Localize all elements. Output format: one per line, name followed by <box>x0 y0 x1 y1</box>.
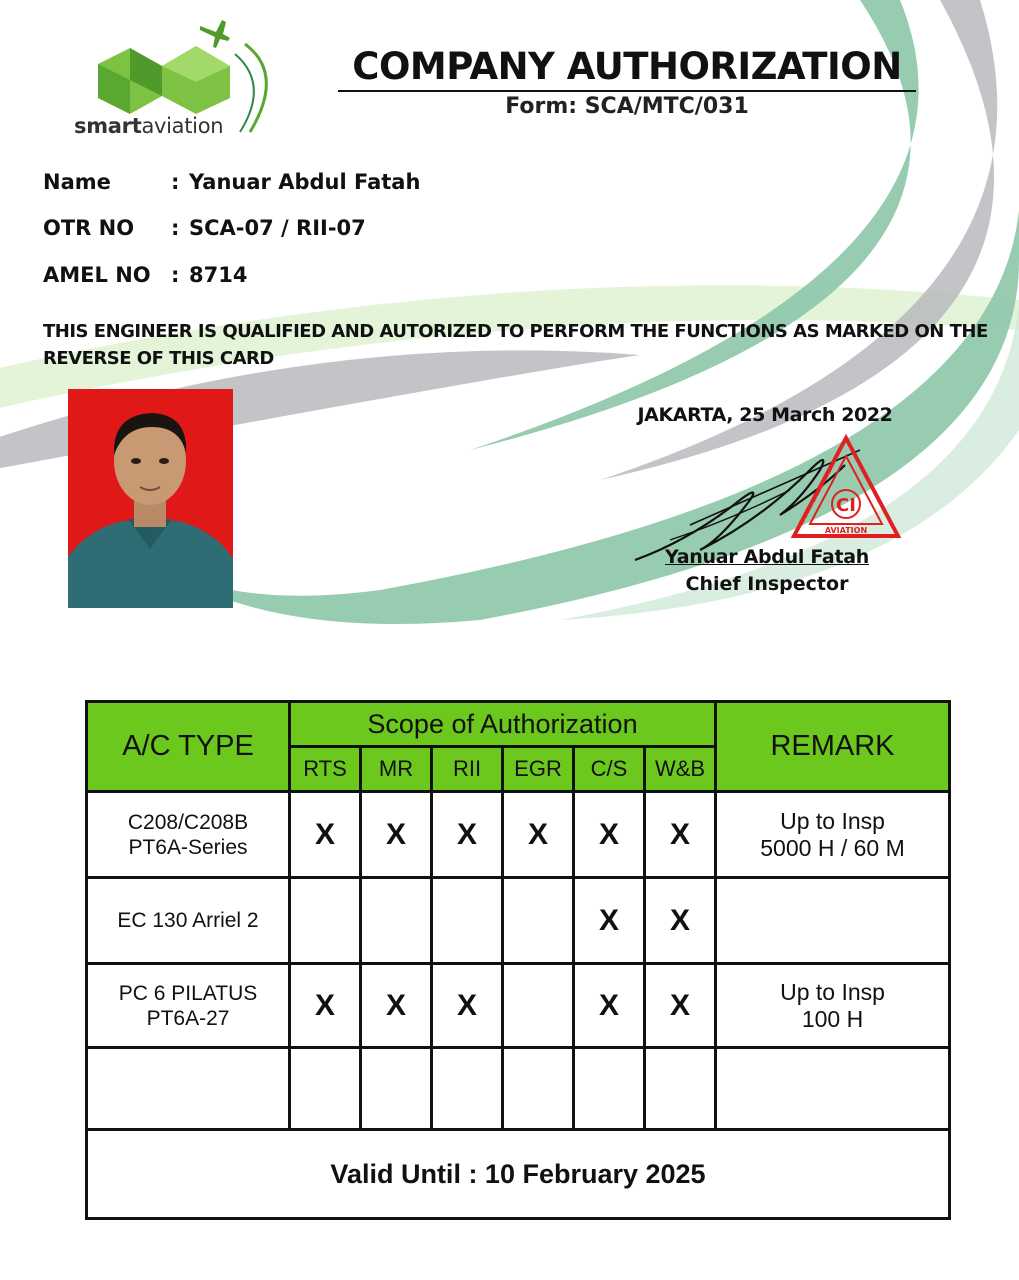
field-value: SCA-07 / RII-07 <box>189 216 366 240</box>
place-date: JAKARTA, 25 March 2022 <box>637 404 893 426</box>
person-portrait-icon <box>68 389 233 608</box>
signer-role: Chief Inspector <box>685 573 849 595</box>
header-scope: Scope of Authorization <box>290 702 716 747</box>
ac-type-cell: PC 6 PILATUS PT6A-27 <box>87 964 290 1048</box>
mark-cell <box>574 1048 645 1130</box>
mark-cell <box>503 878 574 964</box>
field-label: OTR NO <box>43 216 135 240</box>
header-wb: W&B <box>645 747 716 792</box>
mark-cell: X <box>645 964 716 1048</box>
field-value: Yanuar Abdul Fatah <box>189 170 421 194</box>
mark-cell: X <box>645 878 716 964</box>
mark-cell <box>503 964 574 1048</box>
mark-cell: X <box>574 878 645 964</box>
header-cs: C/S <box>574 747 645 792</box>
table-row <box>87 792 950 878</box>
header-mr: MR <box>361 747 432 792</box>
mark-cell <box>290 878 361 964</box>
mark-cell: X <box>432 964 503 1048</box>
remark-cell <box>716 878 950 964</box>
mark-cell: X <box>574 964 645 1048</box>
mark-cell <box>290 1048 361 1130</box>
mark-cell: X <box>290 964 361 1048</box>
mark-cell <box>361 878 432 964</box>
table-row <box>87 964 950 1048</box>
header-ac-type: A/C TYPE <box>87 702 290 792</box>
mark-cell <box>432 1048 503 1130</box>
remark-cell: Up to Insp 5000 H / 60 M <box>716 792 950 878</box>
field-label: Name <box>43 170 111 194</box>
mark-cell <box>432 878 503 964</box>
ac-type-cell <box>87 1048 290 1130</box>
field-label: AMEL NO <box>43 263 151 287</box>
stamp-center: CI <box>836 495 856 516</box>
mark-cell: X <box>574 792 645 878</box>
field-name: Name : Yanuar Abdul Fatah <box>43 170 421 194</box>
stamp-bottom: AVIATION <box>824 526 868 535</box>
valid-until: Valid Until : 10 February 2025 <box>87 1130 950 1219</box>
header-rii: RII <box>432 747 503 792</box>
mark-cell: X <box>361 792 432 878</box>
ci-stamp-icon <box>790 432 902 544</box>
stamp-ring-text: SMART CAKRAWALA <box>797 463 836 527</box>
mark-cell <box>503 1048 574 1130</box>
ac-type-cell: EC 130 Arriel 2 <box>87 878 290 964</box>
mark-cell: X <box>361 964 432 1048</box>
form-number: Form: SCA/MTC/031 <box>505 94 749 119</box>
field-otr-no: OTR NO : SCA-07 / RII-07 <box>43 216 366 240</box>
ac-type-cell: C208/C208B PT6A-Series <box>87 792 290 878</box>
table-row <box>87 878 950 964</box>
table-row <box>87 1048 950 1130</box>
mark-cell: X <box>645 792 716 878</box>
header-remark: REMARK <box>716 702 950 792</box>
authorization-table <box>85 700 951 1220</box>
id-photo <box>68 389 233 608</box>
mark-cell: X <box>432 792 503 878</box>
field-value: 8714 <box>189 263 248 287</box>
qualification-statement: THIS ENGINEER IS QUALIFIED AND AUTORIZED TO PERFORM THE FUNCTIONS AS MARKED ON THE REVERSE OF THIS CARD <box>43 321 988 369</box>
mark-cell <box>645 1048 716 1130</box>
page-title: COMPANY AUTHORIZATION <box>338 44 916 92</box>
remark-cell <box>716 1048 950 1130</box>
header-egr: EGR <box>503 747 574 792</box>
mark-cell: X <box>290 792 361 878</box>
header-rts: RTS <box>290 747 361 792</box>
remark-cell: Up to Insp 100 H <box>716 964 950 1048</box>
mark-cell <box>361 1048 432 1130</box>
field-amel-no: AMEL NO : 8714 <box>43 263 248 287</box>
mark-cell: X <box>503 792 574 878</box>
signer-name: Yanuar Abdul Fatah <box>665 546 869 568</box>
logo-wordmark: smartaviation <box>74 114 224 138</box>
